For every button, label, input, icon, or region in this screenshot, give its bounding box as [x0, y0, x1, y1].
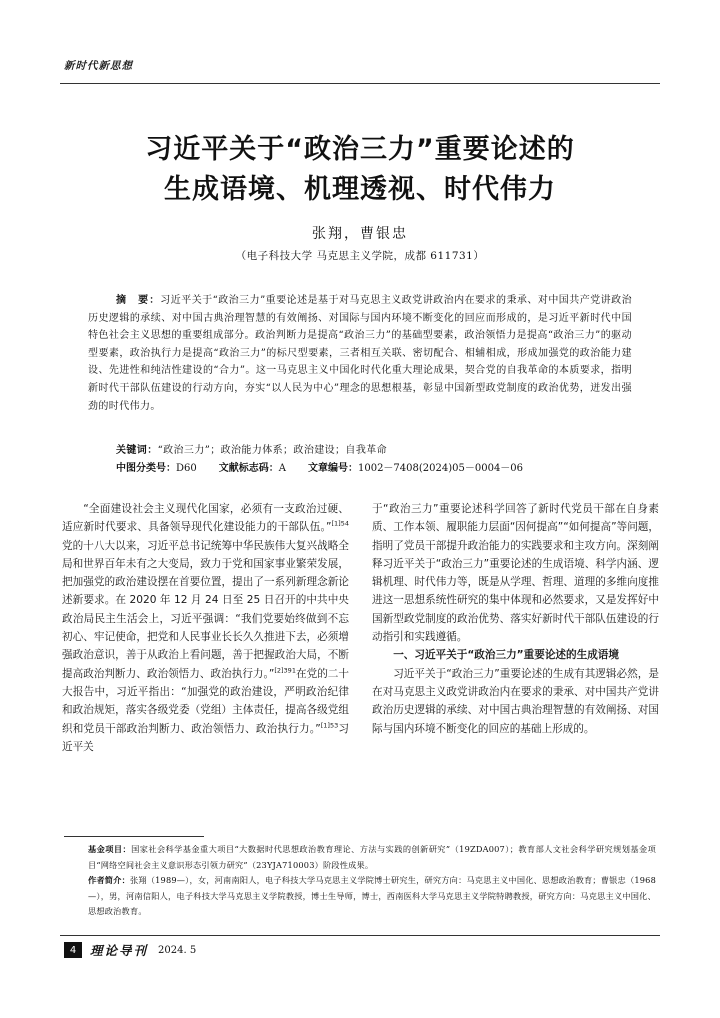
classification-line [116, 461, 636, 477]
running-head: 新时代新思想 [64, 60, 133, 72]
body-column-left [62, 500, 349, 756]
keywords [116, 443, 636, 459]
issue-date: 2024. 5 [158, 944, 197, 956]
author-text: 张翔（1989—），女，河南南阳人，电子科技大学马克思主义学院博士研究生，研究方向：马克思主义中国化、思想政治教育；曹银忠（1968—），男，河南信阳人，电子科技大学马克思主义学院教授，博士生导师，博士，西南医科大学马克思主义学院特聘教授，研究方向：马克思主义中国化、思想政治教育。 [88, 875, 656, 917]
article-no-value: 1002－7408(2024)05－0004－06 [357, 463, 524, 474]
footer-rule [60, 935, 660, 936]
citation: [1]53 [320, 721, 339, 730]
article-no-label: 文章编号： [307, 463, 358, 474]
author-note [64, 873, 656, 920]
fund-text: 国家社会科学基金重大项目“大数据时代思想政治教育理论、方法与实践的创新研究”（19ZDA007）；教育部人文社会科学研究规划基金项目“网络空间社会主义意识形态引领力研究”（23YJA710003）阶段性成果。 [88, 844, 656, 870]
title-line-1: 习近平关于“政治三力”重要论述的 [145, 134, 575, 165]
doc-code-value: A [278, 463, 286, 474]
body-paragraph: 习近平关于“政治三力”重要论述的生成有其逻辑必然，是在对马克思主义政党讲政治内在要求的秉承、对中国共产党讲政治历史逻辑的承续、对中国古典治理智慧的有效阐扬、对国际与国内环境不断变化的回应的基础上形成的。 [372, 667, 659, 735]
citation: [1]54 [331, 519, 349, 528]
fund-note [64, 842, 656, 873]
doc-code-label: 文献标志码： [218, 463, 279, 474]
abstract [88, 292, 632, 415]
keywords-text: “政治三力”；政治能力体系；政治建设；自我革命 [157, 445, 388, 456]
abstract-text: 习近平关于“政治三力”重要论述是基于对马克思主义政党讲政治内在要求的秉承、对中国共产党讲政治历史逻辑的承续、对中国古典治理智慧的有效阐扬、对国际与国内环境不断变化的回应而形成的，是习近平新时代中国特色社会主义思想的重要组成部分。政治判断力是提高“政治三力”的基础型要素，政治领悟力是提高“政治三力”的驱动型要素，政治执行力是提高“政治三力”的标尺型要素，三者相互关联、密切配合、相辅相成，形成加强党的政治能力建设、先进性和纯洁性建设的“合力”。这一马克思主义中国化时代化重大理论成果，契合党的自我革命的本质要求，指明新时代干部队伍建设的行动方向，夯实“以人民为中心”理念的思想根基，彰显中国新型政党制度的政治优势，迸发出强劲的时代伟力。 [88, 295, 633, 412]
page-number: 4 [64, 942, 82, 958]
article-title [60, 130, 660, 210]
clc-value: D60 [176, 463, 197, 474]
journal-name: 理论导刊 [90, 943, 149, 958]
clc-label: 中图分类号： [116, 463, 176, 474]
footnote-rule [64, 836, 204, 837]
body-column-right [372, 500, 659, 738]
page-footer [64, 942, 196, 958]
authors: 张翔，曹银忠 [312, 226, 408, 242]
footnotes [64, 842, 656, 920]
body-paragraph [62, 500, 349, 756]
title-line-2: 生成语境、机理透视、时代伟力 [164, 174, 556, 205]
body-text: “全面建设社会主义现代化国家，必须有一支政治过硬、适应新时代要求、具备领导现代化建设能力的干部队伍。” [62, 503, 349, 534]
section-heading: 一、习近平关于“政治三力”重要论述的生成语境 [393, 649, 619, 662]
affiliation: （电子科技大学 马克思主义学院，成都 611731） [235, 250, 485, 262]
body-text: 在党的二十大报告中，习近平指出：“加强党的政治建设，严明政治纪律和政治规矩，落实各级党委（党组）主体责任，提高各级党组织和党员干部政治判断力、政治领悟力、政治执行力。” [62, 667, 350, 735]
abstract-label: 摘 要： [116, 295, 161, 306]
fund-label: 基金项目： [88, 844, 132, 854]
body-paragraph: 于“政治三力”重要论述科学回答了新时代党员干部在自身素质、工作本领、履职能力层面“因何提高”“如何提高”等问题，指明了党员干部提升政治能力的实践要求和主攻方向。深刻阐释习近平关于“政治三力”重要论述的生成语境、科学内涵、逻辑机理、时代伟力等，既是从学理、哲理、道理的多维向度推进这一思想系统性研究的集中体现和必然要求，又是发挥好中国新型政党制度的政治优势、落实好新时代干部队伍建设的行动指引和实践遵循。 [372, 503, 659, 644]
author-label: 作者简介： [88, 875, 130, 886]
keywords-label: 关键词： [116, 445, 158, 456]
citation: [2]391 [274, 666, 296, 675]
body-text: 党的十八大以来，习近平总书记统筹中华民族伟大复兴战略全局和世界百年未有之大变局，致力于党和国家事业繁荣发展，把加强党的政治建设摆在首要位置，提出了一系列新理念新论述新要求。在 2020 年 12 月 24 日至 25 日召开的中共中央政治局民主生活会上，习近平强调：“我们党要始终做到不忘初心、牢记使命，把党和人民事业长长久久推进下去，必须增强政治意识，善于从政治上看问题，善于把握政治大局，不断提高政治判断力、政治领悟力、政治执行力。” [62, 539, 349, 680]
body-text: 习近平关 [62, 722, 350, 753]
header-rule [60, 83, 660, 84]
